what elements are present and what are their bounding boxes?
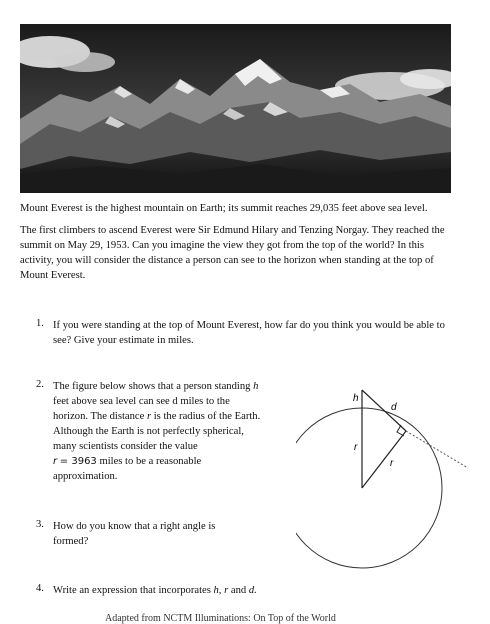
question-3-text: How do you know that a right angle is formed?: [53, 521, 216, 547]
tangent-line: [362, 390, 406, 431]
question-1-text: If you were standing at the top of Mount Everest, how far do you think you would be able to see? Give your estimate in miles.: [53, 320, 445, 346]
radius-slanted: [362, 431, 406, 488]
horizon-diagram: [296, 386, 476, 571]
question-2-number: 2.: [36, 379, 44, 390]
intro-line: Mount Everest is the highest mountain on Earth; its summit reaches 29,035 feet above sea level.: [20, 203, 428, 214]
mount-everest-photo: [20, 24, 451, 193]
label-h: h: [353, 393, 359, 404]
question-4-number: 4.: [36, 583, 44, 594]
footer-credit: Adapted from NCTM Illuminations: On Top of the World: [105, 613, 336, 624]
question-2-text: The figure below shows that a person standing h feet above sea level can see d miles to the horizon. The distance r is the radius of the Earth. Although the Earth is not perfectly spherical, many scientists consider the value r = 3963 miles to be a reasonable approximation.: [53, 381, 261, 482]
label-r-slanted: r: [390, 458, 394, 469]
earth-circle: [296, 408, 442, 568]
question-4-text: Write an expression that incorporates h, r and d.: [53, 585, 257, 596]
question-1-number: 1.: [36, 318, 44, 329]
intro-paragraph: The first climbers to ascend Everest were Sir Edmund Hilary and Tenzing Norgay. They reached the summit on May 29, 1953. Can you imagine the view they got from the top of the world? In this activity, you will consider the distance a person can see to the horizon when standing at the top of Mount Everest.: [20, 225, 445, 281]
question-3-number: 3.: [36, 519, 44, 530]
tangent-extension: [406, 431, 468, 468]
label-d: d: [391, 402, 397, 413]
label-r-vertical: r: [354, 442, 358, 453]
